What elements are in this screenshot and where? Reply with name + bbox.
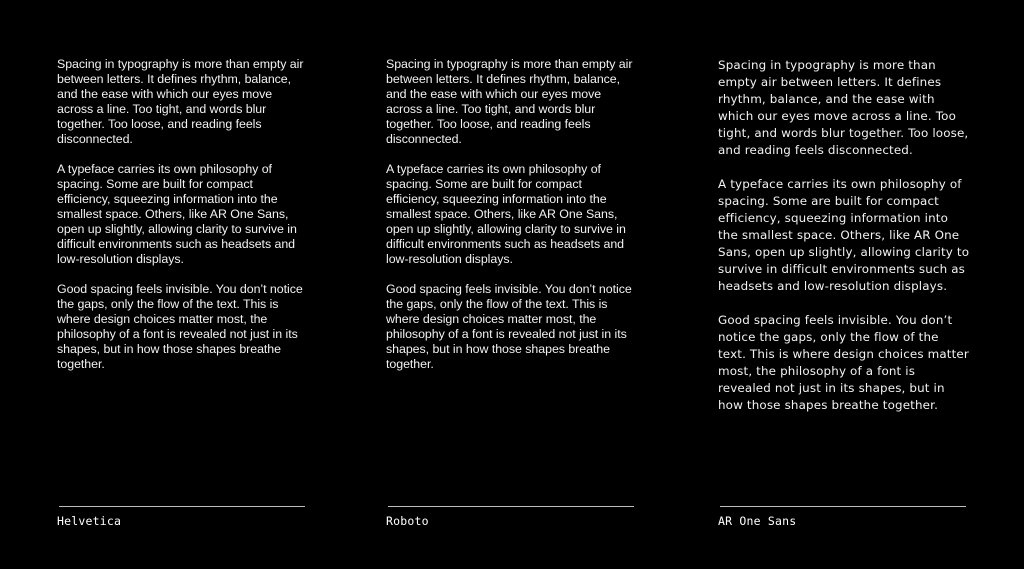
sample-text-block xyxy=(57,57,309,387)
divider-line xyxy=(388,506,634,507)
sample-paragraph-1: Spacing in typography is more than empty air between letters. It defines rhythm, balance, and the ease with which our eyes move across a line. Too tight, and words blur together. Too loose, and reading feels disconnected. xyxy=(718,58,969,157)
sample-paragraph-3: Good spacing feels invisible. You don’t notice the gaps, only the flow of the text. This is where design choices matter most, the philosophy of a font is revealed not just in its shapes, but in how those shapes breathe together. xyxy=(57,282,303,371)
font-name-label: Roboto xyxy=(386,514,429,528)
sample-paragraph-1: Spacing in typography is more than empty air between letters. It defines rhythm, balance, and the ease with which our eyes move across a line. Too tight, and words blur together. Too loose, and reading feels disconnected. xyxy=(57,57,304,146)
sample-paragraph-1: Spacing in typography is more than empty air between letters. It defines rhythm, balance, and the ease with which our eyes move across a line. Too tight, and words blur together. Too loose, and reading feels disconnected. xyxy=(386,57,633,146)
sample-paragraph-3: Good spacing feels invisible. You don’t notice the gaps, only the flow of the text. This is where design choices matter most, the philosophy of a font is revealed not just in its shapes, but in how those shapes breathe together. xyxy=(718,313,969,412)
sample-paragraph-2: A typeface carries its own philosophy of spacing. Some are built for compact efficiency, squeezing information into the smallest space. Others, like AR One Sans, open up slightly, allowing clarity to survive in difficult environments such as headsets and low-resolution displays. xyxy=(718,177,970,293)
sample-text-block xyxy=(718,57,970,431)
sample-paragraph-2: A typeface carries its own philosophy of spacing. Some are built for compact efficiency, squeezing information into the smallest space. Others, like AR One Sans, open up slightly, allowing clarity to survive in difficult environments such as headsets and low-resolution displays. xyxy=(386,162,626,266)
specimen-column-roboto xyxy=(386,0,638,569)
sample-paragraph-3: Good spacing feels invisible. You don’t notice the gaps, only the flow of the text. This is where design choices matter most, the philosophy of a font is revealed not just in its shapes, but in how those shapes breathe together. xyxy=(386,282,632,371)
sample-text-block xyxy=(386,57,638,387)
font-name-label: Helvetica xyxy=(57,514,122,528)
divider-line xyxy=(59,506,305,507)
font-name-label: AR One Sans xyxy=(718,514,797,528)
specimen-column-helvetica xyxy=(57,0,309,569)
divider-line xyxy=(720,506,966,507)
sample-paragraph-2: A typeface carries its own philosophy of spacing. Some are built for compact efficiency, squeezing information into the smallest space. Others, like AR One Sans, open up slightly, allowing clarity to survive in difficult environments such as headsets and low-resolution displays. xyxy=(57,162,297,266)
specimen-column-ar-one-sans xyxy=(718,0,970,569)
